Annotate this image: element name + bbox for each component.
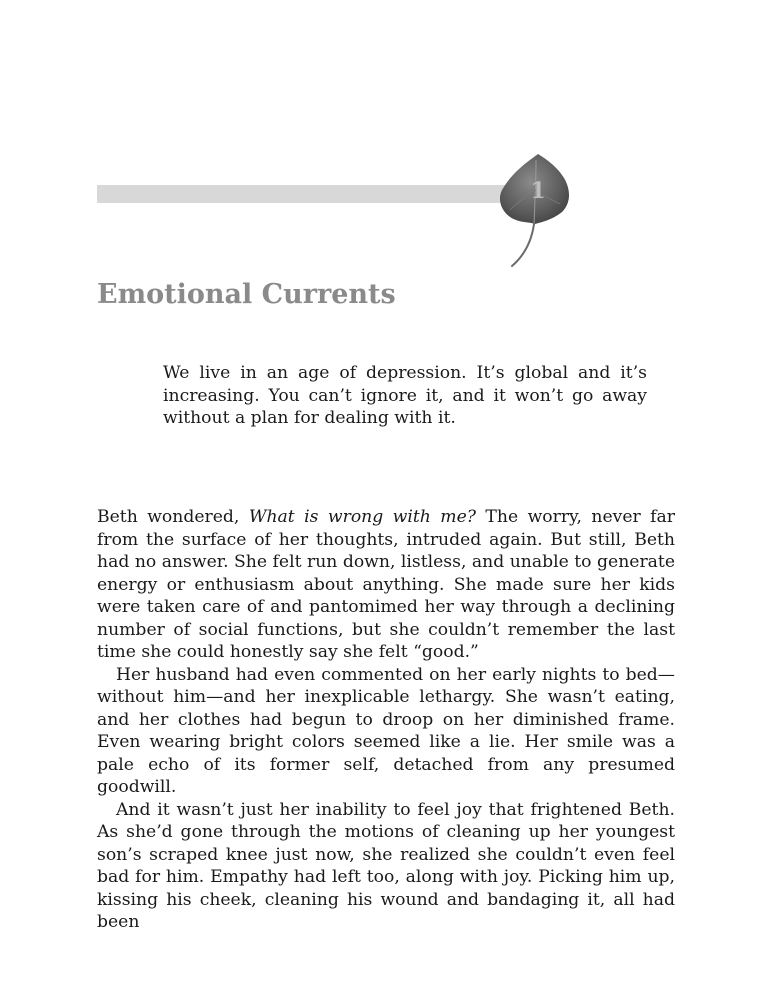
body-text (97, 506, 675, 934)
leaf-stem (512, 224, 534, 266)
paragraph-1-rest: The worry, never far from the surface of her thoughts, intruded again. But still, Beth had no answer. She felt run down, listless, and unable to generate energy or enthusiasm about anything. She made sure her kids were taken care of and pantomimed her way through a declining number of social functions, but she couldn’t remember the last time she could honestly say she felt “good.” (97, 507, 675, 662)
chapter-rule-bar (97, 185, 513, 203)
paragraph-1-lead: Beth wondered, (97, 507, 249, 527)
paragraph-1-italic: What is wrong with me? (248, 507, 476, 527)
chapter-title: Emotional Currents (97, 279, 396, 310)
leaf-icon (490, 150, 580, 270)
paragraph-1 (97, 506, 675, 664)
paragraph-3: And it wasn’t just her inability to feel joy that frightened Beth. As she’d gone through the motions of cleaning up her youngest son’s scraped knee just now, she realized she couldn’t even feel bad for him. Empathy had left too, along with joy. Picking him up, kissing his cheek, cleaning his wound and bandaging it, all had been (97, 799, 675, 932)
chapter-number: 1 (530, 178, 546, 204)
epigraph: We live in an age of depression. It’s global and it’s increasing. You can’t ignore it, and it won’t go away without a plan for dealing with it. (163, 363, 647, 428)
paragraph-2: Her husband had even commented on her early nights to bed—without him—and her inexplicable lethargy. She wasn’t eating, and her clothes had begun to droop on her diminished frame. Even wearing bright colors seemed like a lie. Her smile was a pale echo of its former self, detached from any presumed goodwill. (97, 664, 675, 797)
